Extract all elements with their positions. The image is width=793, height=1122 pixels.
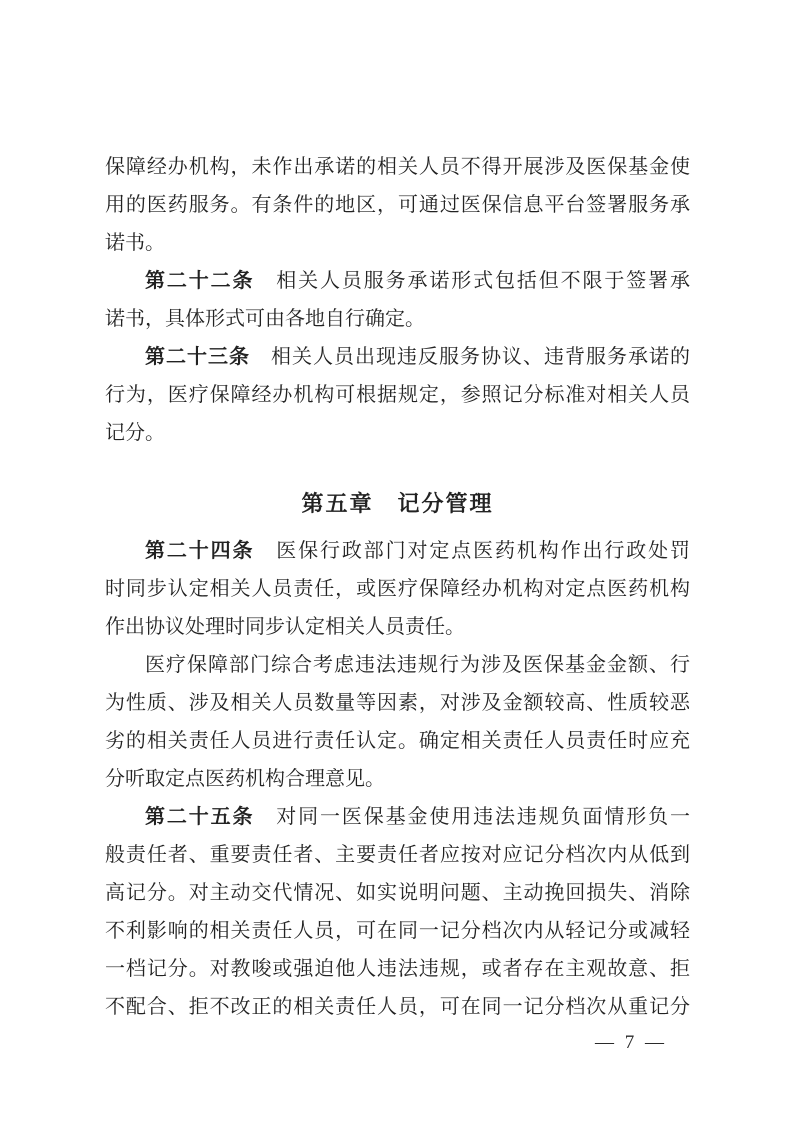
text-segment: 诺书。: [105, 232, 165, 254]
text-line: [105, 148, 690, 186]
document-body: [105, 148, 690, 1026]
text-segment: 诺书，具体形式可由各地自行确定。: [105, 308, 425, 330]
text-line: [105, 608, 690, 646]
text-line: [105, 684, 690, 722]
paragraph: [105, 262, 690, 338]
text-segment: 保障经办机构，未作出承诺的相关人员不得开展涉及医保基金使: [105, 156, 690, 178]
article-number: 第二十二条: [145, 270, 255, 292]
text-line: [105, 988, 690, 1026]
text-line: [105, 262, 690, 300]
text-segment: 医疗保障部门综合考虑违法违规行为涉及医保基金金额、行: [145, 654, 690, 676]
text-line: [105, 722, 690, 760]
text-segment: 劣的相关责任人员进行责任认定。确定相关责任人员责任时应充: [105, 730, 690, 752]
text-line: [105, 836, 690, 874]
text-line: [105, 338, 690, 376]
chapter-heading: 第五章 记分管理: [301, 491, 494, 516]
paragraph: [105, 646, 690, 798]
text-segment: 记分。: [105, 422, 165, 444]
text-segment: 作出协议处理时同步认定相关人员责任。: [105, 616, 465, 638]
text-segment: 为性质、涉及相关人员数量等因素，对涉及金额较高、性质较恶: [105, 692, 690, 714]
text-segment: 相关人员服务承诺形式包括但不限于签署承: [254, 270, 690, 292]
article-number: 第二十三条: [145, 346, 250, 368]
text-segment: 分听取定点医药机构合理意见。: [105, 768, 385, 790]
paragraph: [105, 338, 690, 452]
text-line: [105, 300, 690, 338]
text-line: [105, 224, 690, 262]
text-line: [105, 570, 690, 608]
paragraph: [105, 798, 690, 1026]
paragraph: [105, 148, 690, 262]
text-segment: 对同一医保基金使用违法违规负面情形负一: [254, 806, 690, 828]
text-segment: 时同步认定相关人员责任，或医疗保障经办机构对定点医药机构: [105, 578, 690, 600]
paragraph: [105, 532, 690, 646]
text-segment: 相关人员出现违反服务协议、违背服务承诺的: [250, 346, 690, 368]
text-line: [105, 186, 690, 224]
text-line: [105, 646, 690, 684]
text-line: [105, 798, 690, 836]
text-line: [105, 414, 690, 452]
text-line: [105, 950, 690, 988]
text-segment: 用的医药服务。有条件的地区，可通过医保信息平台签署服务承: [105, 194, 690, 216]
text-segment: 行为，医疗保障经办机构可根据规定，参照记分标准对相关人员: [105, 384, 690, 406]
text-line: [105, 376, 690, 414]
text-segment: 一档记分。对教唆或强迫他人违法违规，或者存在主观故意、拒: [105, 958, 690, 980]
text-line: [105, 874, 690, 912]
text-segment: 般责任者、重要责任者、主要责任者应按对应记分档次内从低到: [105, 844, 690, 866]
text-line: [105, 912, 690, 950]
page-number: — 7 —: [595, 1032, 667, 1053]
text-segment: 医保行政部门对定点医药机构作出行政处罚: [254, 540, 690, 562]
text-line: [105, 760, 690, 798]
article-number: 第二十四条: [145, 540, 255, 562]
article-number: 第二十五条: [145, 806, 255, 828]
text-segment: 不配合、拒不改正的相关责任人员，可在同一记分档次从重记分: [105, 996, 690, 1018]
text-line: [105, 532, 690, 570]
text-segment: 不利影响的相关责任人员，可在同一记分档次内从轻记分或减轻: [105, 920, 690, 942]
text-segment: 高记分。对主动交代情况、如实说明问题、主动挽回损失、消除: [105, 882, 690, 904]
